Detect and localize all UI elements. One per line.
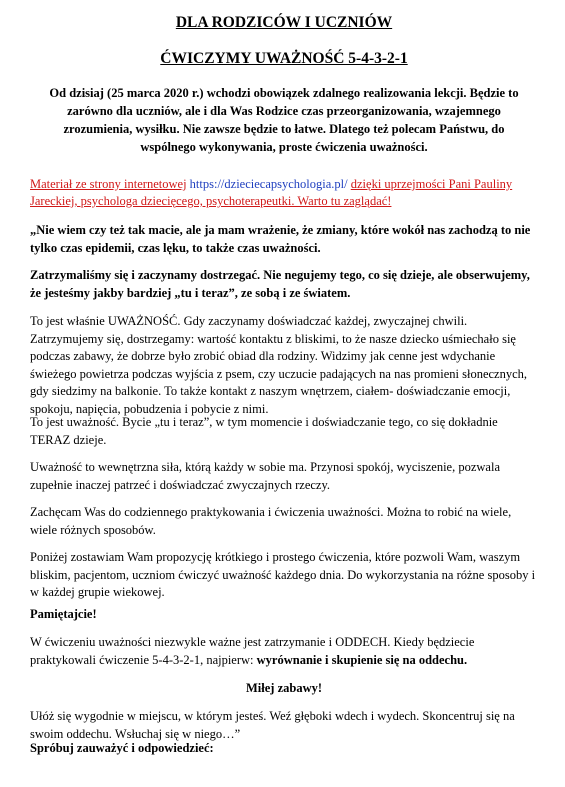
breath-paragraph [30,634,538,669]
remember-heading: Pamiętajcie! [30,607,97,621]
stop-paragraph: Zatrzymaliśmy się i zaczynamy dostrzegać. Nie negujemy tego, co się dzieje, ale obserwujemy, że jesteśmy jakby bardziej „tu i teraz”, ze sobą i ze światem. [30,268,530,300]
page-subtitle: ĆWICZYMY UWAŻNOŚĆ 5-4-3-2-1 [160,50,408,67]
here-now-paragraph: To jest uważność. Bycie „tu i teraz”, w tym momencie i doświadczanie tego, co się dokładnie TERAZ dzieje. [30,415,498,447]
source-link[interactable]: https://dzieciecapsychologia.pl/ [189,177,348,191]
intro-paragraph: Od dzisiaj (25 marca 2020 r.) wchodzi obowiązek zdalnego realizowania lekcji. Będzie to zarówno dla uczniów, ale i dla Was Rodzice czas przeorganizowania, wzajemnego zrozumienia, wysiłku. Nie zawsze będzie to łatwe. Dlatego też polecam Państwu, do wspólnego wykonywania, proste ćwiczenia uważności. [49,86,519,154]
question-prompt: Spróbuj zauważyć i odpowiedzieć: [30,741,214,755]
source-prefix: Materiał ze strony internetowej [30,177,187,191]
source-suffix: dzięki uprzejmości Pani Pauliny Jareckiej, psychologa dziecięcego, psychoterapeutki. Warto tu zaglądać! [30,177,513,208]
page-title: DLA RODZICÓW I UCZNIÓW [175,14,393,31]
mindfulness-paragraph: To jest właśnie UWAŻNOŚĆ. Gdy zaczynamy doświadczać każdej, zwyczajnej chwili. Zatrzymujemy się, dostrzegamy: wartość kontaktu z bliskimi, to że nasze dziecko uśmiechało się podczas zabawy, że dobrze było zrobić obiad dla rodziny. Widzimy jak cenne jest wdychanie świeżego powietrza podczas wyjścia z psem, czy uczucie padających na nas promieni słonecznych, gdy siedzimy na balkonie. To także kontakt z naszym wnętrzem, ciałem- doświadczanie emocji, spokoju, napięcia, pobudzenia i pobycie z nimi. [30,314,528,416]
inner-strength-paragraph: Uważność to wewnętrzna siła, którą każdy w sobie ma. Przynosi spokój, wyciszenie, pozwala zupełnie inaczej patrzeć i doświadczać zwyczajnych rzeczy. [30,460,501,492]
exercise-proposal-paragraph: Poniżej zostawiam Wam propozycję krótkiego i prostego ćwiczenia, które pozwoli Wam, waszym bliskim, pacjentom, uczniom ćwiczyć uważność każdego dnia. Do wykorzystania na różne sposoby i w każdej grupie wiekowej. [30,550,536,599]
source-paragraph [30,176,538,210]
practice-paragraph: Zachęcam Was do codziennego praktykowania i ćwiczenia uważności. Można to robić na wiele, wiele różnych sposobów. [30,505,512,537]
breath-emphasis: wyrównanie i skupienie się na oddechu. [256,652,468,667]
have-fun-line: Miłej zabawy! [245,681,323,695]
instructions-paragraph: Ułóż się wygodnie w miejscu, w którym jesteś. Weź głęboki wdech i wydech. Skoncentruj się na swoim oddechu. Wsłuchaj się w niego…” [30,709,515,741]
breath-text: W ćwiczeniu uważności niezwykle ważne jest zatrzymanie i ODDECH. Kiedy będziecie praktykowali ćwiczenie 5-4-3-2-1, najpierw: [30,635,475,667]
quote-paragraph: „Nie wiem czy też tak macie, ale ja mam wrażenie, że zmiany, które wokół nas zachodzą to nie tylko czas epidemii, czas lęku, to także czas uważności. [30,223,531,255]
